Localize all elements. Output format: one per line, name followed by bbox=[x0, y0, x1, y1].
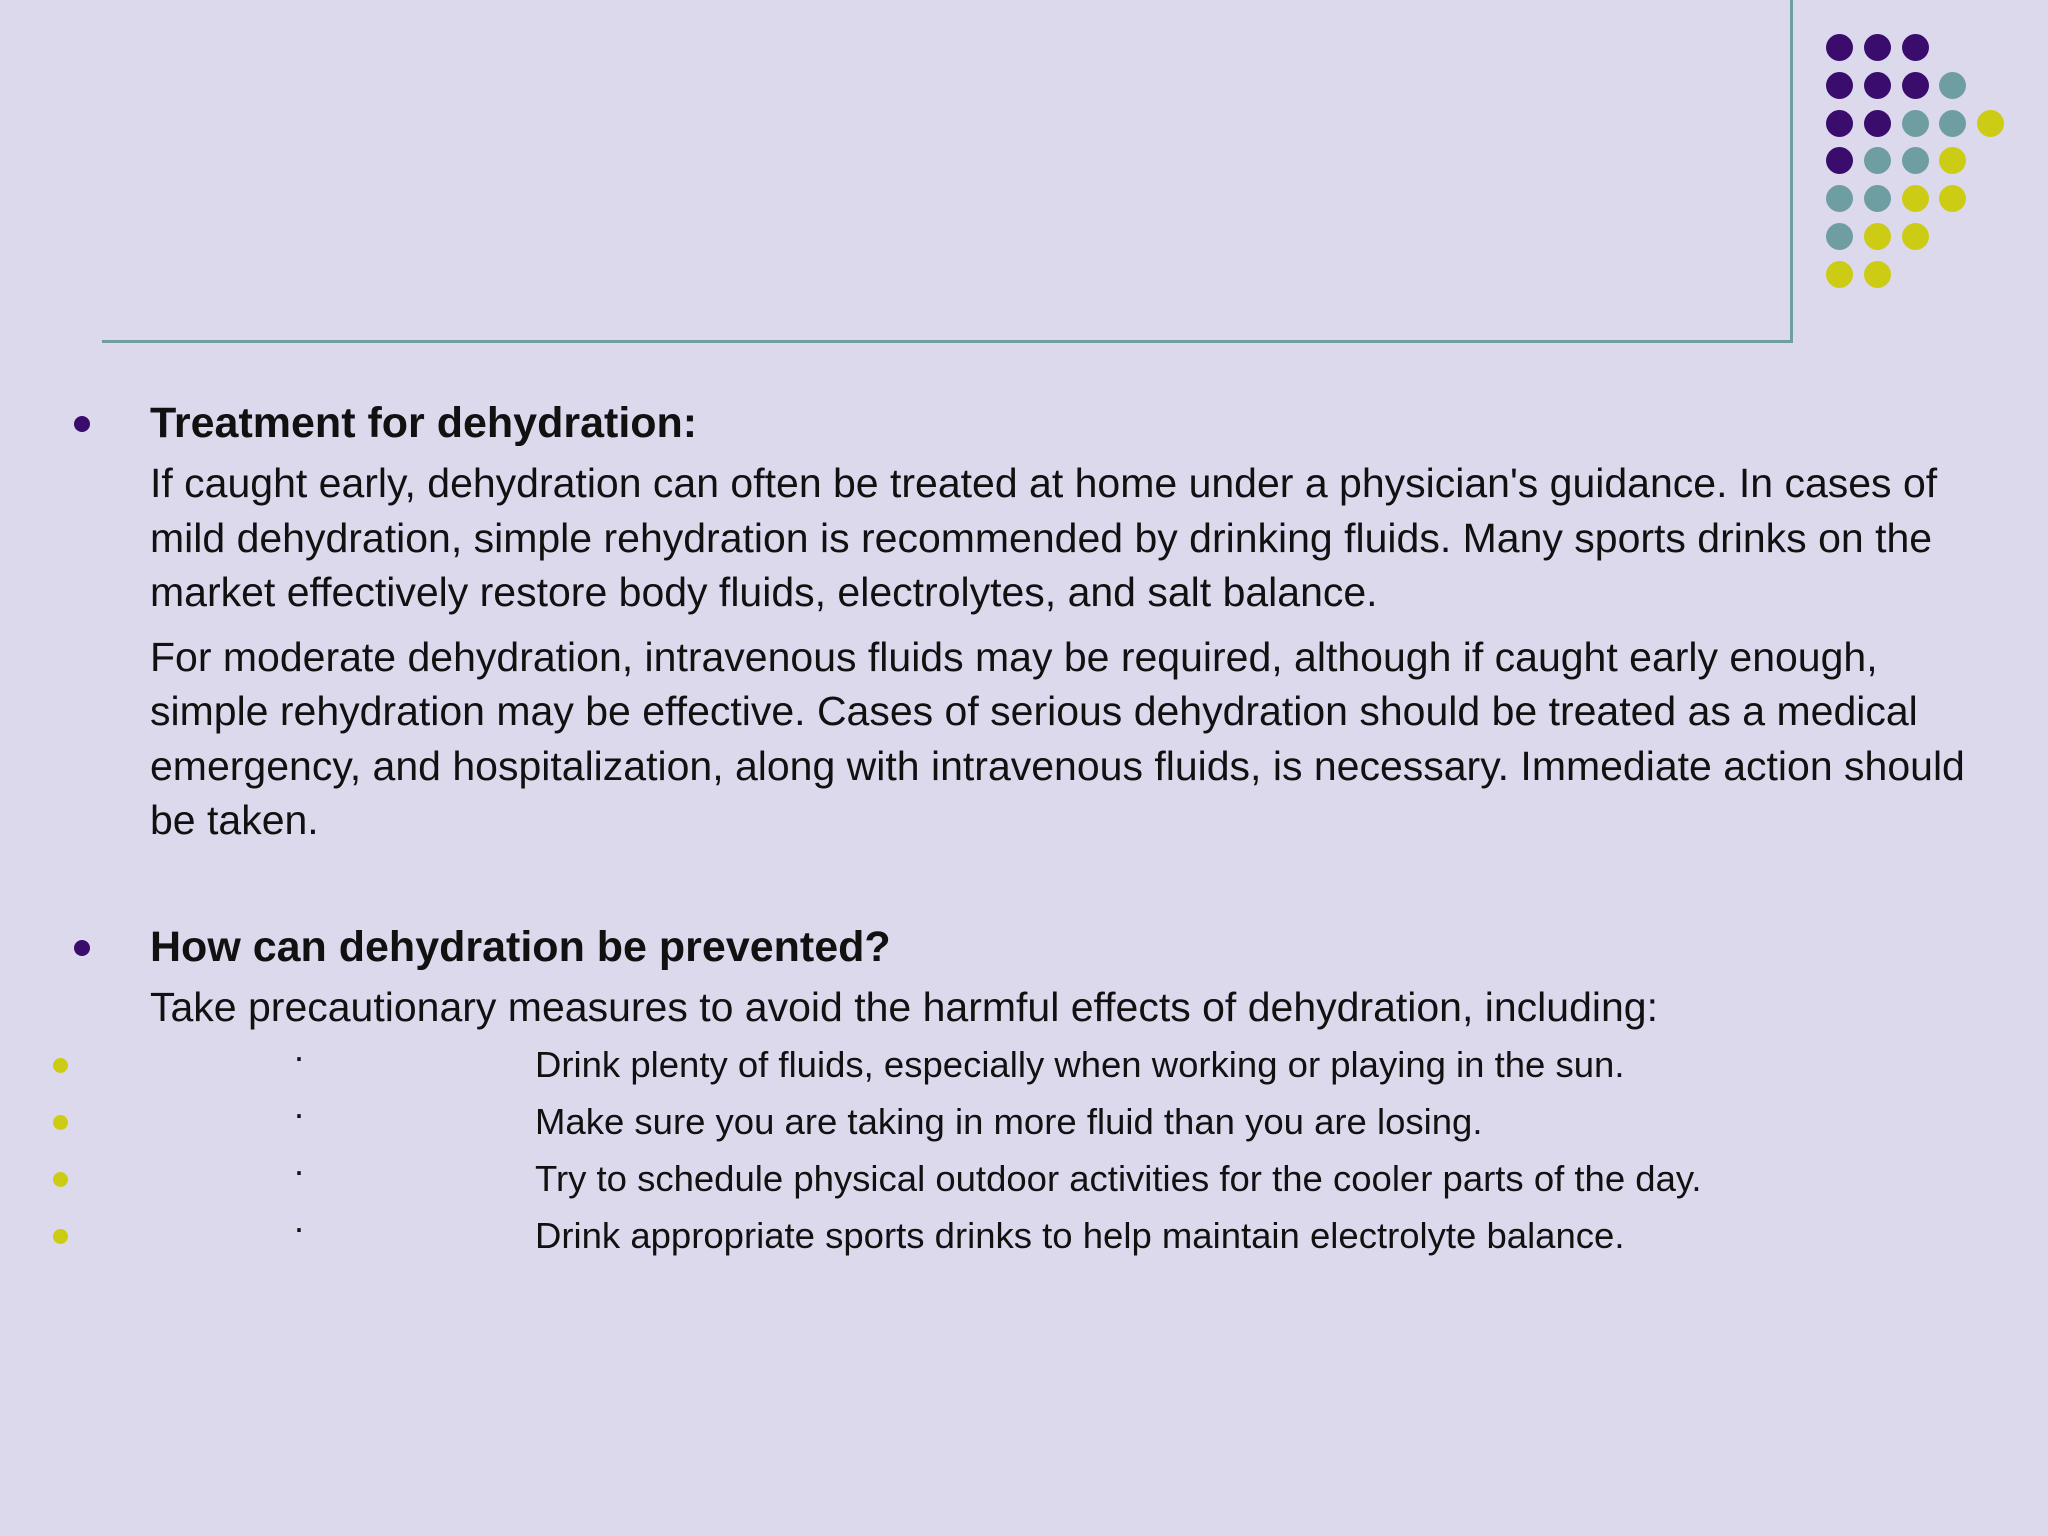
decor-dot-icon bbox=[1939, 110, 1966, 137]
section-heading: How can dehydration be prevented? bbox=[150, 922, 891, 971]
middle-dot-mark: · bbox=[293, 1150, 305, 1191]
middle-dot-mark: · bbox=[293, 1207, 305, 1248]
list-item-text: Make sure you are taking in more fluid than you are losing. bbox=[535, 1101, 1483, 1142]
section-treatment bbox=[150, 390, 1980, 848]
section-paragraph: If caught early, dehydration can often be treated at home under a physician's guidance. In cases of mild dehydration, simple rehydration is recommended by drinking fluids. Many sports drinks on the market effectively restore body fluids, electrolytes, and salt balance. bbox=[150, 460, 1938, 615]
slide-body bbox=[0, 390, 2048, 1264]
decor-dot-icon bbox=[1826, 72, 1853, 99]
section-intro: Take precautionary measures to avoid the harmful effects of dehydration, including: bbox=[150, 983, 1658, 1030]
decor-dot-icon bbox=[1902, 223, 1929, 250]
decor-dot-icon bbox=[1939, 72, 1966, 99]
prevention-list bbox=[150, 1036, 1980, 1264]
bullet-dot-icon bbox=[53, 1058, 68, 1073]
decor-dot-icon bbox=[1864, 72, 1891, 99]
decor-dot-icon bbox=[1902, 110, 1929, 137]
bullet-dot-icon bbox=[53, 1115, 68, 1130]
dot-grid-decoration-icon bbox=[1826, 34, 2016, 294]
header-divider-vertical bbox=[1790, 0, 1793, 343]
decor-dot-icon bbox=[1826, 147, 1853, 174]
list-item-text: Try to schedule physical outdoor activities for the cooler parts of the day. bbox=[535, 1158, 1702, 1199]
decor-dot-icon bbox=[1902, 185, 1929, 212]
bullet-dot-icon bbox=[53, 1172, 68, 1187]
decor-dot-icon bbox=[1826, 185, 1853, 212]
decor-dot-icon bbox=[1939, 185, 1966, 212]
bullet-dot-icon bbox=[74, 940, 90, 956]
decor-dot-icon bbox=[1902, 147, 1929, 174]
decor-dot-icon bbox=[1864, 223, 1891, 250]
list-item bbox=[150, 1207, 1980, 1264]
list-item bbox=[150, 1036, 1980, 1093]
middle-dot-mark: · bbox=[293, 1093, 305, 1134]
list-item bbox=[150, 1093, 1980, 1150]
decor-dot-icon bbox=[1864, 261, 1891, 288]
decor-dot-icon bbox=[1826, 110, 1853, 137]
decor-dot-icon bbox=[1826, 261, 1853, 288]
section-paragraph: For moderate dehydration, intravenous fluids may be required, although if caught early enough, simple rehydration may be effective. Cases of serious dehydration should be treated as a medical emergency, and hospitalization, along with intravenous fluids, is necessary. Immediate action should be taken. bbox=[150, 633, 1965, 843]
middle-dot-mark: · bbox=[293, 1036, 305, 1077]
section-prevention bbox=[150, 914, 1980, 1265]
bullet-dot-icon bbox=[53, 1229, 68, 1244]
decor-dot-icon bbox=[1939, 147, 1966, 174]
header-divider-horizontal bbox=[102, 340, 1792, 343]
decor-dot-icon bbox=[1977, 110, 2004, 137]
decor-dot-icon bbox=[1826, 34, 1853, 61]
decor-dot-icon bbox=[1826, 223, 1853, 250]
list-item-text: Drink appropriate sports drinks to help maintain electrolyte balance. bbox=[535, 1215, 1625, 1256]
decor-dot-icon bbox=[1864, 34, 1891, 61]
decor-dot-icon bbox=[1902, 72, 1929, 99]
decor-dot-icon bbox=[1864, 110, 1891, 137]
decor-dot-icon bbox=[1864, 147, 1891, 174]
decor-dot-icon bbox=[1864, 185, 1891, 212]
list-item bbox=[150, 1150, 1980, 1207]
list-item-text: Drink plenty of fluids, especially when working or playing in the sun. bbox=[535, 1044, 1625, 1085]
section-heading: Treatment for dehydration: bbox=[150, 399, 698, 447]
bullet-dot-icon bbox=[74, 416, 90, 432]
decor-dot-icon bbox=[1902, 34, 1929, 61]
